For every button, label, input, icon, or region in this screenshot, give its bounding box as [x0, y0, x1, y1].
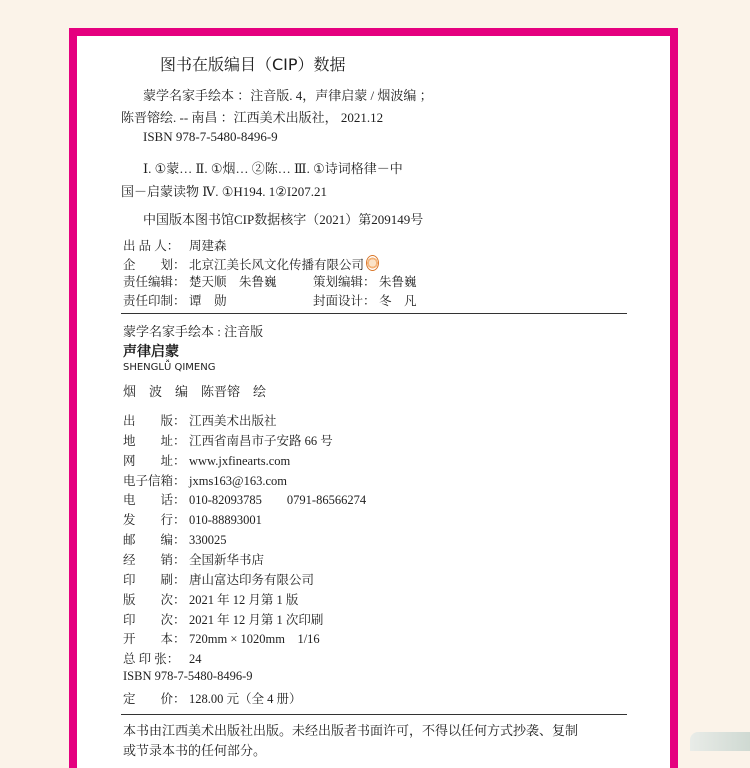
planning-editor-label: 策划编辑：: [313, 275, 376, 289]
cip-number: 中国版本图书馆CIP数据核字（2021）第209149号: [143, 212, 424, 227]
publisher-seal-icon: [366, 255, 379, 271]
spec-row: [123, 510, 262, 528]
spec-label: 定 价：: [123, 691, 186, 706]
spec-value: 24: [189, 652, 202, 667]
cip-line-2: 陈晋镕绘. -- 南昌 ：江西美术出版社， 2021.12: [121, 110, 384, 125]
book-series: 蒙学名家手绘本 : 注音版: [123, 324, 264, 339]
book-pinyin: SHENGLǙ QIMENG: [123, 362, 216, 373]
spec-row: [123, 689, 302, 707]
spec-row: [123, 431, 333, 449]
spec-value: 720mm × 1020mm 1/16: [189, 632, 320, 647]
spec-value: jxms163@163.com: [189, 473, 287, 488]
staff-editors: [123, 272, 417, 290]
spec-label: 经 销：: [123, 552, 186, 567]
spec-label: 印 刷：: [123, 572, 186, 587]
spec-value: 010-88893001: [189, 513, 262, 528]
staff-planner: [123, 253, 379, 273]
spec-row: [123, 669, 253, 684]
spec-row: [123, 629, 320, 647]
producer-label: 出 品 人：: [123, 239, 180, 253]
planner-label: 企 划：: [123, 258, 186, 272]
spec-label: 版 次：: [123, 592, 186, 607]
copyright-page: [77, 36, 670, 768]
spec-value: 2021 年 12 月第 1 次印刷: [189, 612, 324, 627]
spec-row: [123, 590, 298, 608]
spec-label: 发 行：: [123, 513, 186, 528]
cip-line-1: 蒙学名家手绘本 ：注音版. 4，声律启蒙 / 烟波编 ；: [143, 88, 433, 103]
spec-row: [123, 649, 202, 667]
cip-class-2: 国－启蒙读物 Ⅳ. ①H194. 1②I207.21: [121, 184, 328, 199]
planner-value: 北京江美长风文化传播有限公司: [189, 258, 365, 272]
print-value: 谭 勋: [189, 294, 227, 308]
spec-label: 开 本：: [123, 632, 186, 647]
cover-value: 冬 凡: [379, 294, 417, 308]
notice-line-2: 或节录本书的任何部分。: [123, 743, 267, 758]
editor-value: 楚天顺 朱鲁巍: [189, 275, 277, 289]
magenta-frame: [69, 28, 678, 768]
spec-value: 2021 年 12 月第 1 版: [189, 592, 299, 607]
staff-print: [123, 291, 417, 309]
staff-producer: [123, 236, 227, 254]
spec-value: www.jxfinearts.com: [189, 453, 291, 468]
divider-bottom: [121, 714, 627, 715]
spec-label: 总 印 张：: [123, 652, 180, 667]
spec-row: [123, 530, 227, 548]
spec-row: [123, 570, 314, 588]
cip-isbn: ISBN 978-7-5480-8496-9: [143, 129, 278, 144]
spec-value: 江西美术出版社: [189, 414, 277, 428]
cover-label: 封面设计：: [313, 294, 376, 308]
spec-row: [123, 451, 290, 469]
book-authors: 烟 波 编 陈晋镕 绘: [123, 384, 267, 399]
background-decoration: [690, 732, 750, 751]
spec-row: [123, 490, 366, 508]
spec-row: [123, 610, 323, 628]
spec-row: [123, 550, 264, 568]
spec-value: 全国新华书店: [189, 552, 265, 567]
spec-value: 江西省南昌市子安路 66 号: [189, 433, 333, 448]
spec-value: 330025: [189, 533, 227, 548]
book-title: 声律启蒙: [123, 344, 179, 360]
producer-value: 周建森: [189, 239, 227, 253]
cip-heading: 图书在版编目（CIP）数据: [160, 55, 346, 74]
spec-label: 印 次：: [123, 612, 186, 627]
spec-label: 网 址：: [123, 453, 186, 468]
spec-value: 010-82093785 0791-86566274: [189, 493, 367, 508]
cip-class-1: Ⅰ. ①蒙… Ⅱ. ①烟… ②陈… Ⅲ. ①诗词格律－中: [143, 161, 403, 176]
notice-line-1: 本书由江西美术出版社出版。未经出版者书面许可，不得以任何方式抄袭、复制: [123, 723, 579, 738]
print-label: 责任印制：: [123, 294, 186, 308]
spec-label: 出 版：: [123, 414, 186, 428]
divider-top: [121, 313, 627, 314]
spec-value: 128.00 元（全 4 册）: [189, 691, 302, 706]
spec-label: 邮 编：: [123, 533, 186, 548]
editor-label: 责任编辑：: [123, 275, 186, 289]
spec-value: 唐山富达印务有限公司: [189, 572, 315, 587]
planning-editor-value: 朱鲁巍: [379, 275, 417, 289]
spec-label: 电 话：: [123, 493, 186, 508]
spec-label: 电子信箱：: [123, 473, 186, 488]
spec-row: [123, 411, 277, 429]
spec-row: [123, 471, 287, 489]
spec-label: 地 址：: [123, 433, 186, 448]
spec-value: ISBN 978-7-5480-8496-9: [123, 669, 253, 684]
